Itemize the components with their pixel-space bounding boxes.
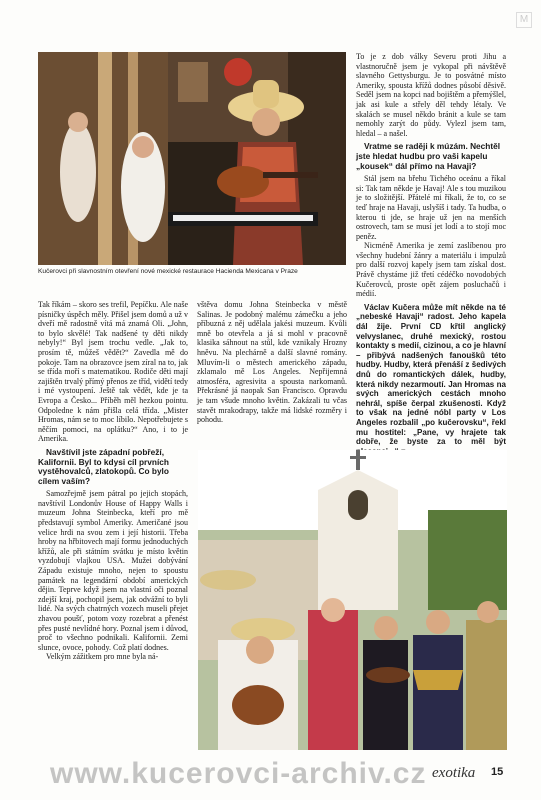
column-2 — [197, 300, 347, 425]
col3-bold-text: Václav Kučera může mít někde na té „nebeské Havaji“ radost. Jeho kapela dál žije. První CD křtil anglický velvyslanec, druhé mexický, rostou kontakty s medií, cizinou, a co je hlavní – přibývá nadšených fanoušků této hudby. Hudby, která přenáší z šedivých dnů do romantických dálek, hudby, která nikdy nezarmoutí. Jan Hromas na svých amerických cestách mnoho nehrál, spíše čerpal zkušenosti. Když to však na jedné nóbl party v Los Angeles rozbalil „po kučerovsku“, řekl mu hostitel: „Pane, vy hrajete tak dobře, že byste za to měl být — [356, 302, 506, 447]
bottom-photo — [198, 450, 507, 750]
photo-caption: Kučerovci při slavnostním otevření nové mexické restaurace Hacienda Mexicana v Praze — [38, 268, 298, 275]
magazine-name: exotika — [432, 765, 476, 781]
column-3 — [356, 52, 506, 456]
col1-question: Navštívil jste západní pobřeží, Kalifornii. Byl to kdysi cíl prvních vystěhovalců, zlatokopů. Co bylo cílem vaším? — [38, 446, 169, 486]
band-mission-photo — [198, 450, 507, 750]
page-number: 15 — [491, 766, 504, 778]
col3-paragraph-2: Stál jsem na břehu Tichého oceánu a říkal si: Tak tam někde je Havaj! Ale s tou muzikou je to složitější. Přátelé mi říkali, že to, co se teď hraje na Havaji, uslyšíš i tady. Ta hudba, o kterou ti jde, se hraje už jen na menších ostrovech, tam se musí jet lodí a to stojí moc peněz. — [356, 174, 506, 241]
website-watermark: www.kucerovci-archiv.cz — [50, 757, 427, 790]
col1-paragraph-2: Samozřejmě jsem pátral po jejich stopách, navštívil Londonův House of Happy Walls i muzeum Johna Steinbecka, kteří pro mě představují symbol Ameriky. Američané jsou velice hrdi na svou zem i její historii. Třeba hroby na hřbitovech mají formu jednoduchých křížů, ale při státním svátku je místo květin vyzdobují vlajkou USA. Mužei dobývání Západu existuje mnoho, nejen to spoustu památek na legendární období amerických dějin. Teprve když jsem na vlastní oči poznal zdejší kraj, pochopil jsem, jak odvážní to byli lidé. Na svých chatrných vozech museli přejet zhavou poušť, potom vozy rozebrat a přenést přes pusté nevlídné hory. Poznal jsem i důvod, proč to všechno podnikali. Kalifornii. Zemi slunce, ovoce, pohody. Což platí dodnes. — [38, 489, 188, 652]
col2-paragraph-1: vštěva domu Johna Steinbecka v městě Salinas. Je podobný malému zámečku a jeho příbuzná z něj udělala jakési muzeum. Kvůli mně bo otevřela a já si mohl v pracovně klasika sáhnout na stůl, kde vznikaly Hrozny hněvu. Na plechárně a další slavné romány. Mluvím-li o městech amerického západu, zklamalo mě Los Angeles. Nepřijemná atmosféra, agresivita a spousta narkomanů. Překrásné já naopak San Francisco. Opravdu je tam všude mnoho květin. Zakázali tu včas stavět mrakodrapy, takže má lidské rozměry i pohodu. — [197, 300, 347, 425]
col3-paragraph-1: To je z dob války Severu proti Jihu a vlastnoručně jsem je vykopal při návštěvě slavného Gettysburgu. Je to posvátné místo Ameriky, spousta křížů dodnes působí děsivě. Seděl jsem na kopci nad bojištěm a přemýšlel, jak asi kule a střely děl tehdy létaly. Ve skalách se musel někdo bránit a kule se tam nemohly zarýt do půdy. Vylezl jsem tam, hledal – a našel. — [356, 52, 506, 138]
col3-question: Vratme se raději k múzám. Nechtěl jste hledat hudbu pro vaši kapelu „kousek“ dál přímo na Havaji? — [356, 141, 501, 171]
col3-paragraph-4 — [356, 303, 506, 457]
col1-paragraph-3: Velkým zážitkem pro mne byla ná- — [46, 652, 159, 662]
band-stage-photo — [38, 52, 346, 265]
column-1 — [38, 300, 188, 662]
top-photo — [38, 52, 346, 265]
corner-mark: M — [516, 12, 532, 28]
col3-paragraph-3: Nicméně Amerika je zemí zaslíbenou pro všechny hudební žánry a materiálu i impulzů pro další rozvoj kapely jsem tam získal dost. Právě chystáme již třetí cédéčko novodobých Kučerovců, proste opět zájem posluchačů i médií. — [356, 241, 506, 299]
col1-paragraph-1: Tak říkám – skoro ses trefil, Pepíčku. Ale naše písničky úspěch měly. Přišel jsem domů a už v dveří mě radostně vítá má znamá Oli. „John, to bylo skvělé! Tak nadšené ty děti nikdy nebyly!“ Byl jsem trochu vedle. „Jak to, prosím tě, můžeš vědět?“ Zavedla mě do pokoje. Tam na obrazovce jsem zíral na to, jak se třída moří s matematikou. Rodiče děti mají zajištěn trvalý přímý přenos ze tříd, vidětí tedy i mé vystoupení. Ještě tak vědět, kde je ta Evropa a Česko... Příběh měl hezkou pointu. Odpoledne k nám přišla celá třída. „Mister Hromas, nám se to moc líbilo. Nepotřebujete s něčím pomoci, na oplátku?“ Ano, i to je Amerika. — [38, 300, 188, 444]
